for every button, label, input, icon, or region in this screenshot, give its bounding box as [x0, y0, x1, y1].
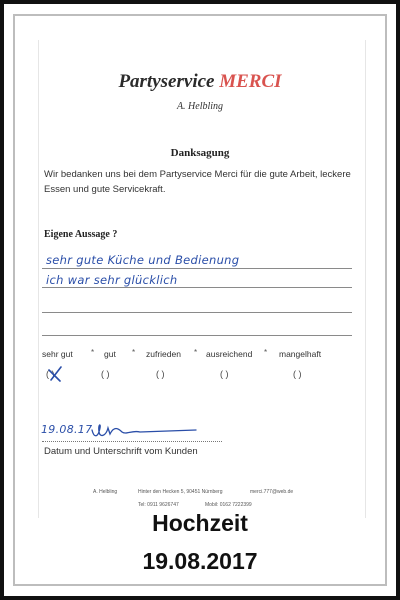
- rating-label-ausreichend: ausreichend: [206, 349, 253, 359]
- handwritten-line-2: ich war sehr glücklich: [46, 273, 178, 287]
- answer-line-3: [42, 312, 352, 313]
- rating-separator: *: [132, 348, 136, 357]
- letterhead-brand: [0, 71, 400, 93]
- brand-name: Partyservice: [118, 71, 215, 92]
- rating-box-ausreichend[interactable]: ( ): [220, 369, 229, 379]
- caption-event: Hochzeit: [152, 510, 248, 536]
- rating-separator: *: [91, 348, 95, 357]
- brand-accent: MERCI: [219, 71, 282, 92]
- signature-label: Datum und Unterschrift vom Kunden: [44, 446, 198, 457]
- statement-label: Eigene Aussage ?: [44, 229, 118, 240]
- rating-box-zufrieden[interactable]: ( ): [156, 369, 165, 379]
- document-body: Wir bedanken uns bei dem Partyservice Merci für die gute Arbeit, leckere Essen und gute Servicekraft.: [44, 169, 351, 195]
- footer-mobile: Mobil: 0162 7222399: [205, 502, 252, 508]
- answer-line-1: [42, 268, 352, 269]
- answer-line-2: [42, 287, 352, 288]
- rating-box-mangelhaft[interactable]: ( ): [293, 369, 302, 379]
- answer-line-4: [42, 335, 352, 336]
- footer-email: merci.777@web.de: [250, 489, 294, 495]
- letterhead-owner: A. Helbling: [176, 101, 224, 112]
- rating-box-gut[interactable]: ( ): [101, 369, 110, 379]
- rating-label-zufrieden: zufrieden: [146, 349, 181, 359]
- caption-date: 19.08.2017: [142, 548, 258, 574]
- handwritten-line-1: sehr gute Küche und Bedienung: [46, 253, 240, 267]
- footer-name: A. Helbling: [93, 489, 118, 495]
- rating-separator: *: [264, 348, 268, 357]
- footer-address: Hinter den Hecken 5, 90451 Nürnberg: [138, 489, 223, 495]
- rating-separator: *: [194, 348, 198, 357]
- rating-box-sehr-gut[interactable]: ( ): [46, 369, 55, 379]
- footer-phone: Tel: 0911 9626747: [138, 502, 179, 508]
- rating-label-gut: gut: [104, 349, 116, 359]
- signature-line: [42, 441, 222, 443]
- rating-label-mangelhaft: mangelhaft: [279, 349, 322, 359]
- handwritten-date: 19.08.17: [41, 423, 93, 436]
- document-heading: Danksagung: [170, 147, 230, 159]
- rating-label-sehr-gut: sehr gut: [42, 349, 73, 359]
- check-mark-icon: [46, 364, 68, 384]
